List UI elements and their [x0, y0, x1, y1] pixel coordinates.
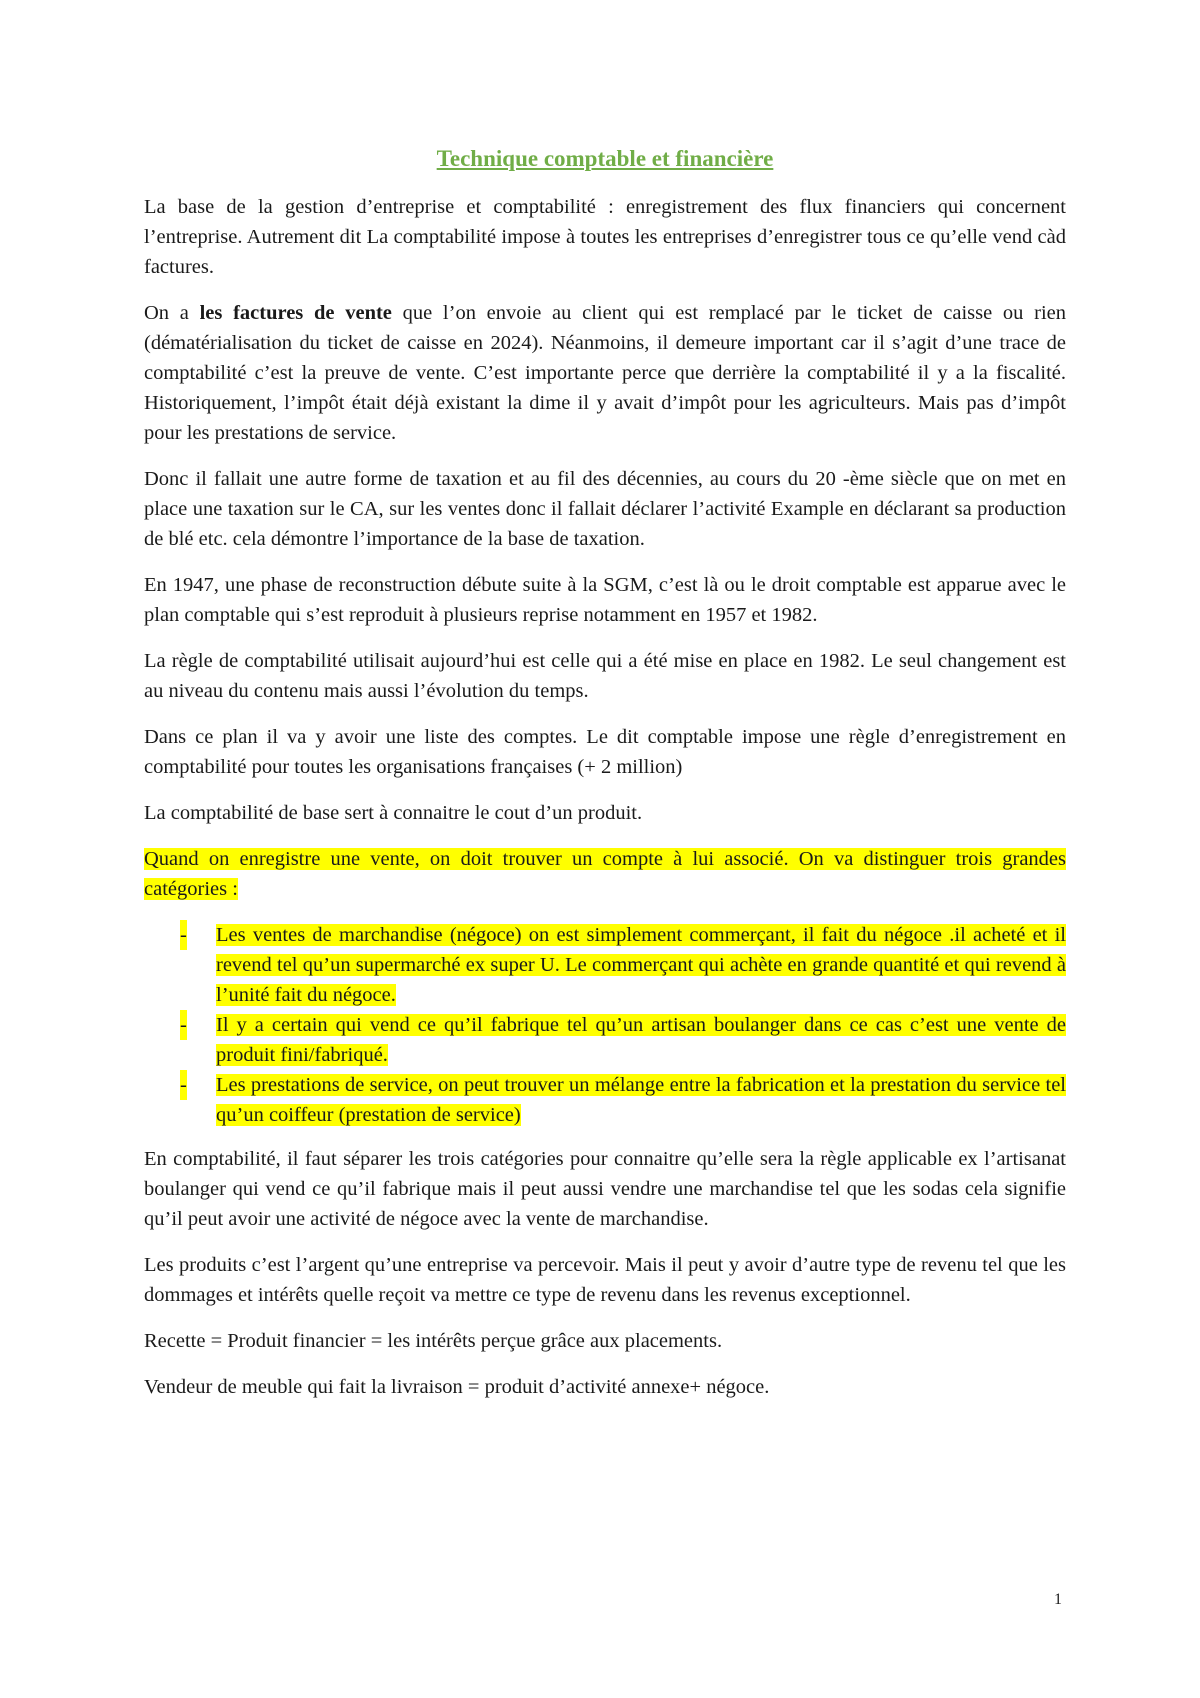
list-item-text: Il y a certain qui vend ce qu’il fabrique tel qu’un artisan boulanger dans ce cas c’est une vente de produit fini/fabriqué.	[216, 1014, 1066, 1066]
highlighted-text: Quand on enregistre une vente, on doit trouver un compte à lui associé. On va distinguer trois grandes catégories :	[144, 848, 1066, 900]
categories-list	[144, 920, 1066, 1130]
list-item	[144, 920, 1066, 1010]
list-item	[144, 1070, 1066, 1130]
paragraph-vendeur-meuble: Vendeur de meuble qui fait la livraison = produit d’activité annexe+ négoce.	[144, 1376, 770, 1398]
list-item	[144, 1010, 1066, 1070]
paragraph-factures-post: que l’on envoie au client qui est remplacé par le ticket de caisse ou rien (dématérialisation du ticket de caisse en 2024). Néanmoins, il demeure important car il s’agit d’une trace de comptabilité c’est la preuve de vente. C’est importante perce que derrière la comptabilité il y a la fiscalité. Historiquement, l’impôt était déjà existant la dime il y avait d’impôt pour les agriculteurs. Mais pas d’impôt pour les prestations de service.	[144, 302, 1067, 444]
paragraph-plan-comptes: Dans ce plan il va y avoir une liste des comptes. Le dit comptable impose une règle d’enregistrement en comptabilité pour toutes les organisations françaises (+ 2 million)	[144, 726, 1066, 778]
paragraph-factures-bold: les factures de vente	[199, 302, 392, 324]
paragraph-intro: La base de la gestion d’entreprise et comptabilité : enregistrement des flux financiers qui concernent l’entreprise. Autrement dit La comptabilité impose à toutes les entreprises d’enregistrer tous ce qu’elle vend càd factures.	[144, 196, 1066, 278]
paragraph-separation: En comptabilité, il faut séparer les trois catégories pour connaitre qu’elle sera la règle applicable ex l’artisanat boulanger qui vend ce qu’il fabrique mais il peut aussi vendre une marchandise tel que les sodas cela signifie qu’il peut avoir une activité de négoce avec la vente de marchandise.	[144, 1148, 1066, 1230]
document-title: Technique comptable et financière	[436, 146, 774, 171]
paragraph-factures	[144, 298, 1066, 448]
paragraph-categories	[144, 844, 1066, 904]
paragraph-cout-produit: La comptabilité de base sert à connaitre le cout d’un produit.	[144, 802, 643, 824]
paragraph-recette: Recette = Produit financier = les intérêts perçue grâce aux placements.	[144, 1330, 723, 1352]
list-dash: -	[180, 920, 187, 950]
paragraph-produits: Les produits c’est l’argent qu’une entreprise va percevoir. Mais il peut y avoir d’autre type de revenu tel que les dommages et intérêts quelle reçoit va mettre ce type de revenu dans les revenus exceptionnel.	[144, 1254, 1066, 1306]
paragraph-1947: En 1947, une phase de reconstruction débute suite à la SGM, c’est là ou le droit comptable est apparue avec le plan comptable qui s’est reproduit à plusieurs reprise notamment en 1957 et 1982.	[144, 574, 1066, 626]
list-dash: -	[180, 1010, 187, 1040]
list-item-text: Les ventes de marchandise (négoce) on est simplement commerçant, il fait du négoce .il acheté et il revend tel qu’un supermarché ex super U. Le commerçant qui achète en grande quantité et qui revend à l’unité fait du négoce.	[216, 924, 1066, 1006]
paragraph-factures-pre: On a	[144, 302, 200, 324]
page-number: 1	[1054, 1591, 1062, 1608]
document-body	[144, 144, 1066, 1418]
list-dash: -	[180, 1070, 187, 1100]
paragraph-taxation: Donc il fallait une autre forme de taxation et au fil des décennies, au cours du 20 -ème siècle que on met en place une taxation sur le CA, sur les ventes donc il fallait déclarer l’activité Example en déclarant sa production de blé etc. cela démontre l’importance de la base de taxation.	[144, 468, 1066, 550]
list-item-text: Les prestations de service, on peut trouver un mélange entre la fabrication et la prestation du service tel qu’un coiffeur (prestation de service)	[216, 1074, 1066, 1126]
paragraph-regle-1982: La règle de comptabilité utilisait aujourd’hui est celle qui a été mise en place en 1982. Le seul changement est au niveau du contenu mais aussi l’évolution du temps.	[144, 650, 1066, 702]
